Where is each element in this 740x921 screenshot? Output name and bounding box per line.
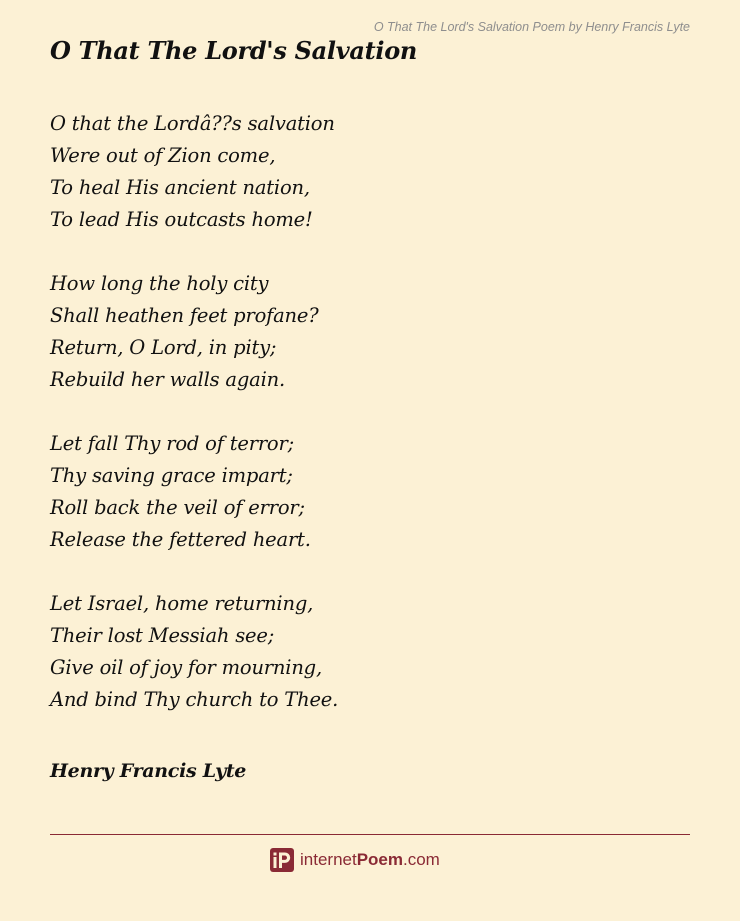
poem-line: Roll back the veil of error; [50, 496, 305, 519]
internetpoem-logo-icon [270, 848, 294, 872]
poem-line: How long the holy city [50, 272, 269, 295]
poem-caption: O That The Lord's Salvation Poem by Henry Francis Lyte [373, 20, 690, 34]
footer-divider [50, 834, 690, 835]
poem-line: Release the fettered heart. [50, 528, 311, 551]
brand-strong: Poem [356, 850, 403, 869]
poem-line: And bind Thy church to Thee. [50, 688, 339, 711]
site-brand-link[interactable] [270, 847, 440, 873]
poem-line: Let Israel, home returning, [50, 592, 314, 615]
poem-line: O that the Lordâ??s salvation [50, 112, 335, 135]
poem-line: Were out of Zion come, [50, 144, 276, 167]
brand-prefix: internet [300, 850, 357, 869]
poem-line: Rebuild her walls again. [50, 368, 285, 391]
poem-line: To lead His outcasts home! [50, 208, 313, 231]
stanza [50, 588, 338, 716]
poem-author: Henry Francis Lyte [50, 760, 247, 782]
poem-line: Return, O Lord, in pity; [50, 336, 277, 359]
poem-title: O That The Lord's Salvation [50, 36, 418, 65]
poem-line: Shall heathen feet profane? [50, 304, 319, 327]
stanza [50, 268, 338, 396]
stanza [50, 428, 338, 556]
poem-line: Thy saving grace impart; [50, 464, 293, 487]
poem-line: Their lost Messiah see; [50, 624, 275, 647]
stanza [50, 108, 338, 236]
poem-line: Let fall Thy rod of terror; [50, 432, 294, 455]
poem-body [50, 108, 338, 748]
poem-line: To heal His ancient nation, [50, 176, 310, 199]
poem-line: Give oil of joy for mourning, [50, 656, 322, 679]
brand-suffix: .com [403, 850, 440, 869]
site-brand-text [300, 850, 440, 870]
